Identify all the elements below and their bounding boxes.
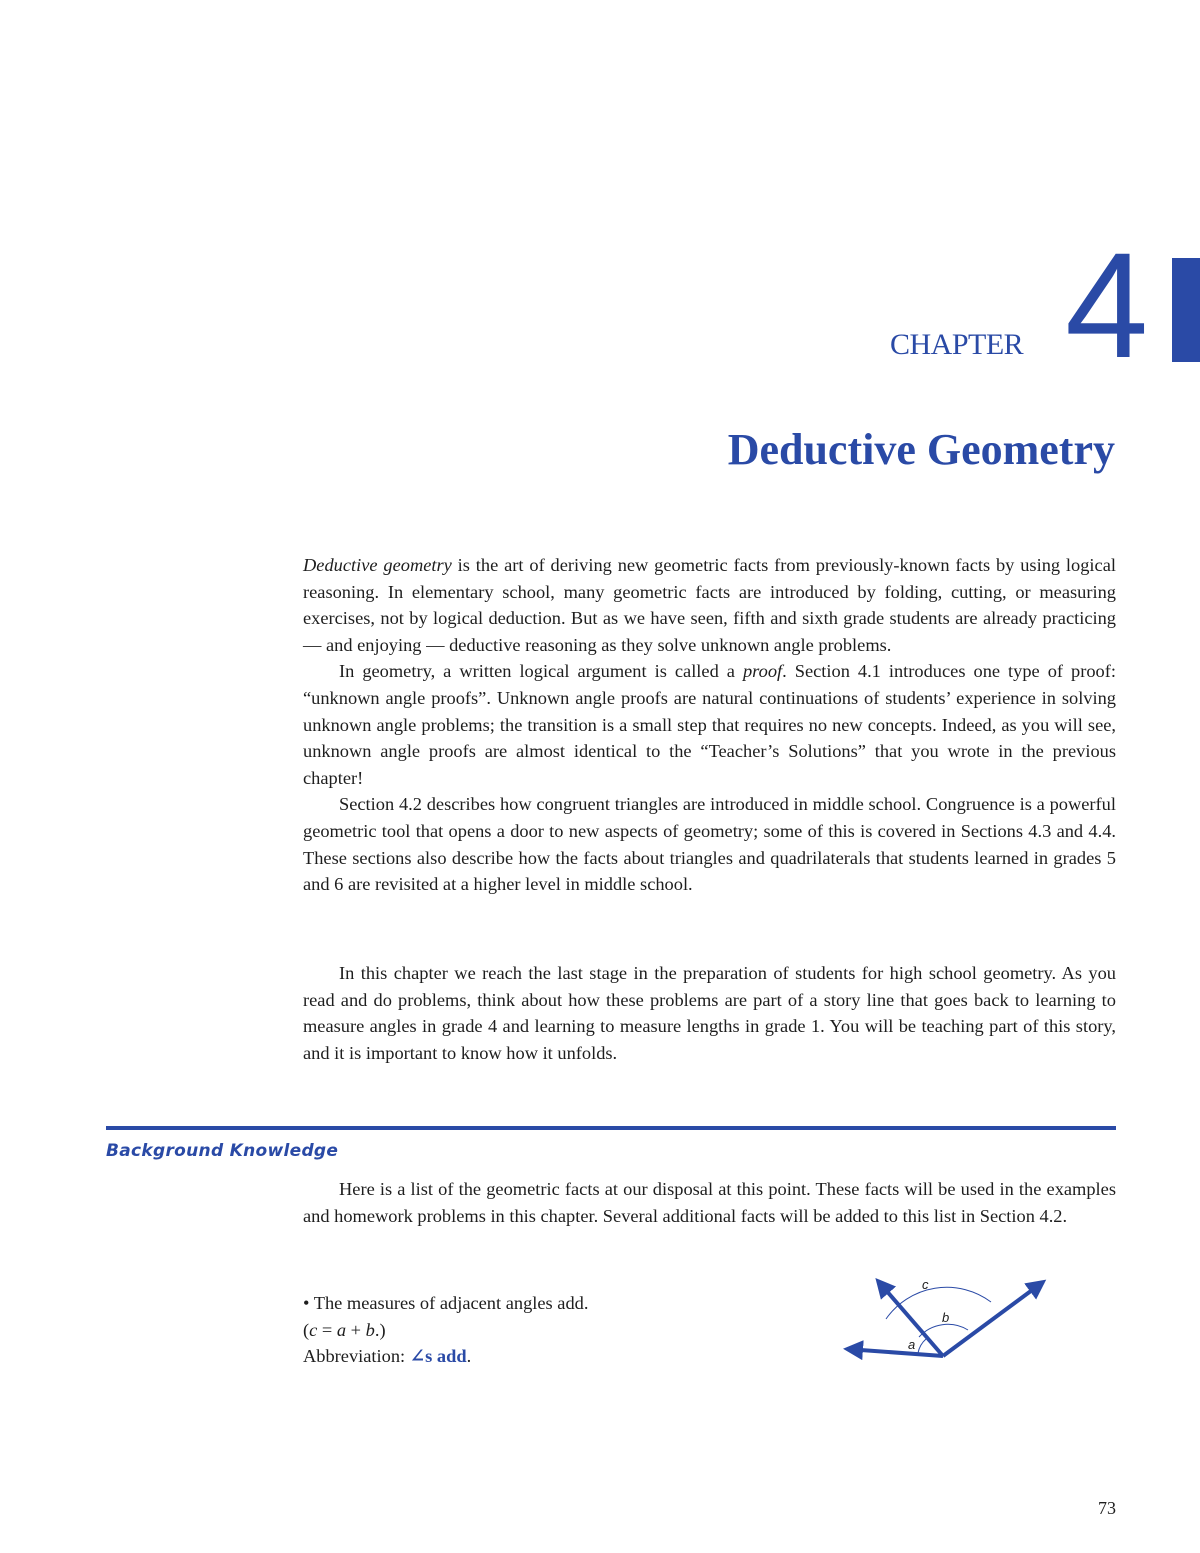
page-number: 73 <box>1098 1498 1116 1518</box>
intro-section <box>303 552 1116 898</box>
background-intro: Here is a list of the geometric facts at our disposal at this point. These facts will be used in the examples and homework problems in this chapter. Several additional facts will be added to this list in Section 4.2. <box>303 1179 1116 1226</box>
abbreviation-value: ∠s add <box>409 1346 467 1367</box>
background-heading: Background Knowledge <box>106 1141 339 1161</box>
label-b: b <box>942 1310 950 1325</box>
arc-a <box>918 1339 926 1353</box>
section-divider <box>106 1126 1116 1130</box>
ray-left <box>847 1349 943 1356</box>
chapter-number: 4 <box>1065 221 1149 389</box>
ray-right <box>943 1282 1043 1356</box>
fact-equation: (c = a + b.) <box>303 1319 386 1340</box>
fact-adjacent-angles <box>303 1290 588 1370</box>
intro-paragraph-2: In geometry, a written logical argument is called a proof. Section 4.1 introduces one type of proof: “unknown angle proofs”. Unknown angle proofs are natural continuations of students’ experience in solving unknown angle problems; the transition is a small step that requires no new concepts. Indeed, as you will see, unknown angle proofs are almost identical to the “Teacher’s Solutions” that you wrote in the previous chapter! <box>303 661 1116 788</box>
chapter-title: Deductive Geometry <box>727 425 1115 474</box>
intro-paragraph-4: In this chapter we reach the last stage in the preparation of students for high school geometry. As you read and do problems, think about how these problems are part of a story line that goes back to learning to measure angles in grade 4 and learning to measure lengths in grade 1. You will be teaching part of this story, and it is important to know how it unfolds. <box>303 963 1116 1063</box>
chapter-tab-bar <box>1172 258 1200 362</box>
arc-c <box>886 1287 991 1319</box>
fact-abbreviation: Abbreviation: ∠s add. <box>303 1346 472 1367</box>
label-a: a <box>908 1337 916 1352</box>
intro-paragraph-1: Deductive geometry is the art of deriving new geometric facts from previously-known facts by using logical reasoning. In elementary school, many geometric facts are introduced by folding, cutting, or measuring exercises, not by logical deduction. But as we have seen, fifth and sixth grade students are already practicing — and enjoying — deductive reasoning as they solve unknown angle problems. <box>303 555 1116 655</box>
bullet-icon: • <box>303 1293 310 1313</box>
intro-paragraph-4-wrap <box>303 960 1116 1066</box>
fact-statement: • The measures of adjacent angles add. <box>303 1293 589 1313</box>
adjacent-angles-diagram <box>838 1270 1058 1370</box>
chapter-label: CHAPTER <box>890 328 1024 361</box>
intro-paragraph-3: Section 4.2 describes how congruent triangles are introduced in middle school. Congruence is a powerful geometric tool that opens a door to new aspects of geometry; some of this is covered in Sections 4.3 and 4.4. These sections also describe how the facts about triangles and quadrilaterals that students learned in grades 5 and 6 are revisited at a higher level in middle school. <box>303 794 1116 895</box>
label-c: c <box>922 1277 929 1292</box>
